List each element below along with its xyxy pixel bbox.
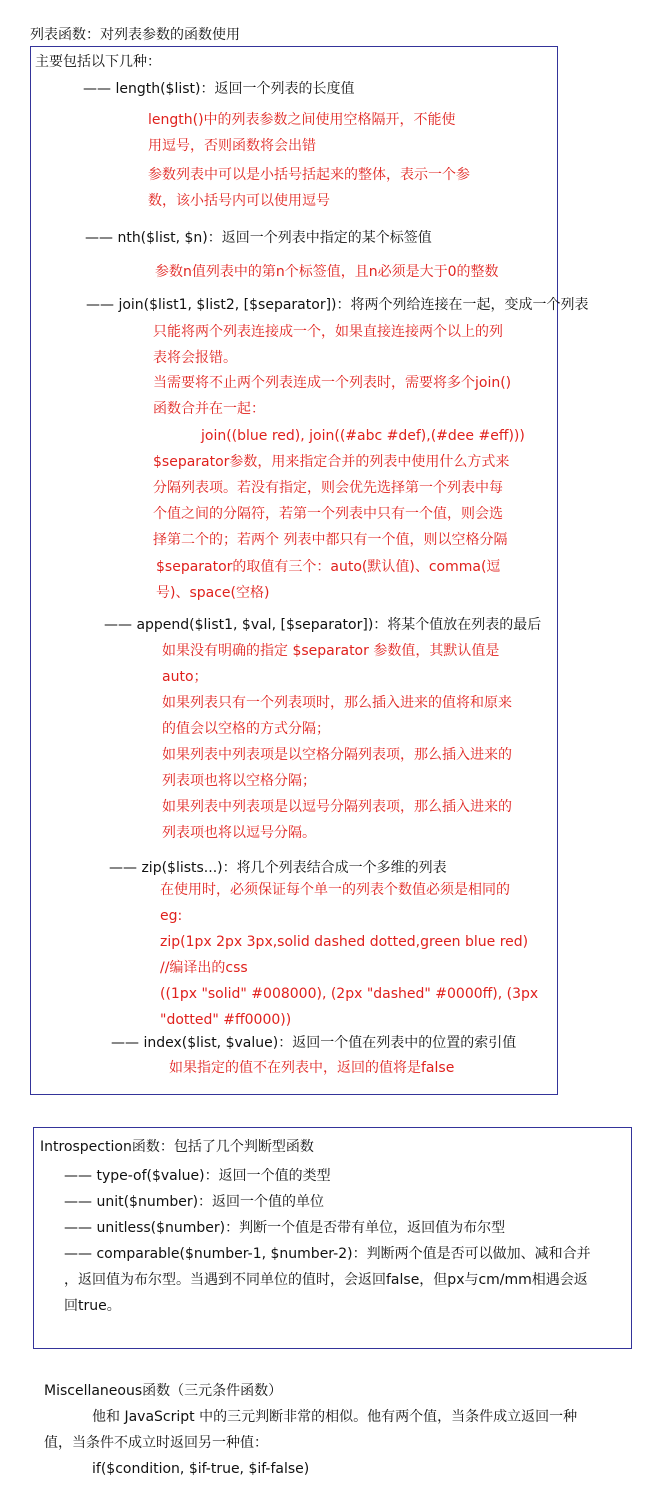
zip-signature: —— zip($lists...)：将几个列表结合成一个多维的列表	[109, 860, 447, 876]
introspection-line: —— type-of($value)：返回一个值的类型	[64, 1168, 331, 1184]
introspection-line: —— unit($number)：返回一个值的单位	[64, 1194, 325, 1210]
join-example: join((blue red), join((#abc #def),(#dee #eff)))	[201, 428, 525, 444]
section-title: 列表函数：对列表参数的函数使用	[30, 27, 240, 43]
index-note: 如果指定的值不在列表中，返回的值将是false	[169, 1060, 455, 1076]
join-note: 当需要将不止两个列表连成一个列表时，需要将多个join()	[153, 375, 512, 391]
length-note: length()中的列表参数之间使用空格隔开，不能使	[148, 112, 456, 128]
zip-note: 在使用时，必须保证每个单一的列表个数值必须是相同的	[160, 882, 510, 898]
length-signature: —— length($list)：返回一个列表的长度值	[83, 81, 355, 97]
append-signature: —— append($list1, $val, [$separator])：将某个值放在列表的最后	[104, 617, 542, 633]
introspection-line: 回true。	[64, 1298, 121, 1314]
append-note: 如果列表中列表项是以空格分隔列表项，那么插入进来的	[162, 747, 512, 763]
introspection-line: —— unitless($number)：判断一个值是否带有单位，返回值为布尔型	[64, 1220, 506, 1236]
join-note: 函数合并在一起：	[153, 401, 265, 417]
join-note: 择第二个的；若两个 列表中都只有一个值，则以空格分隔	[153, 532, 508, 548]
zip-output: "dotted" #ff0000))	[160, 1012, 292, 1028]
append-note: 的值会以空格的方式分隔；	[162, 721, 330, 737]
introspection-line: —— comparable($number-1, $number-2)：判断两个值是否可以做加、减和合并	[64, 1246, 591, 1262]
append-note: auto；	[162, 669, 208, 685]
append-note: 如果没有明确的指定 $separator 参数值，其默认值是	[162, 643, 500, 659]
nth-note: 参数n值列表中的第n个标签值，且n必须是大于0的整数	[155, 264, 499, 280]
zip-example: zip(1px 2px 3px,solid dashed dotted,green blue red)	[160, 934, 529, 950]
join-note: 分隔列表项。若没有指定，则会优先选择第一个列表中每	[153, 480, 503, 496]
introspection-box	[33, 1127, 632, 1349]
misc-code: if($condition, $if-true, $if-false)	[92, 1461, 310, 1477]
introspection-line: ，返回值为布尔型。当遇到不同单位的值时，会返回false，但px与cm/mm相遇会返	[64, 1272, 588, 1288]
join-note: 个值之间的分隔符，若第一个列表中只有一个值，则会选	[153, 506, 503, 522]
box-intro: 主要包括以下几种：	[35, 54, 161, 70]
introspection-title: Introspection函数：包括了几个判断型函数	[40, 1139, 314, 1155]
zip-output: ((1px "solid" #008000), (2px "dashed" #0000ff), (3px	[160, 986, 539, 1002]
append-note: 如果列表中列表项是以逗号分隔列表项，那么插入进来的	[162, 799, 512, 815]
index-signature: —— index($list, $value)：返回一个值在列表中的位置的索引值	[111, 1035, 517, 1051]
join-note: $separator参数，用来指定合并的列表中使用什么方式来	[153, 454, 510, 470]
append-note: 列表项也将以逗号分隔。	[162, 825, 316, 841]
join-note: 号)、space(空格)	[156, 585, 270, 601]
length-note: 参数列表中可以是小括号括起来的整体，表示一个参	[148, 167, 470, 183]
misc-line: 他和 JavaScript 中的三元判断非常的相似。他有两个值，当条件成立返回一种	[92, 1409, 578, 1425]
join-note: 表将会报错。	[153, 350, 237, 366]
nth-signature: —— nth($list, $n)：返回一个列表中指定的某个标签值	[85, 230, 432, 246]
append-note: 如果列表只有一个列表项时，那么插入进来的值将和原来	[162, 695, 512, 711]
join-note: 只能将两个列表连接成一个，如果直接连接两个以上的列	[153, 324, 503, 340]
append-note: 列表项也将以空格分隔；	[162, 773, 316, 789]
length-note: 用逗号，否则函数将会出错	[148, 138, 316, 154]
misc-line: 值，当条件不成立时返回另一种值：	[44, 1435, 268, 1451]
zip-note: eg:	[160, 908, 183, 924]
zip-comment: //编译出的css	[160, 960, 248, 976]
join-note: $separator的取值有三个：auto(默认值)、comma(逗	[156, 559, 501, 575]
length-note: 数，该小括号内可以使用逗号	[148, 193, 330, 209]
misc-title: Miscellaneous函数（三元条件函数）	[44, 1383, 283, 1399]
join-signature: —— join($list1, $list2, [$separator])：将两个列给连接在一起，变成一个列表	[86, 297, 589, 313]
